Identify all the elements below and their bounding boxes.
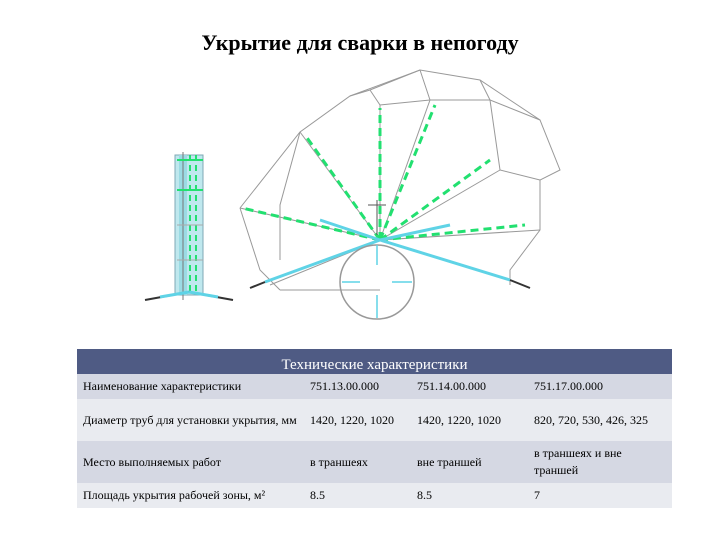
table-cell: 1420, 1220, 1020 xyxy=(411,399,528,441)
front-view xyxy=(240,70,560,319)
table-cell: 751.13.00.000 xyxy=(304,374,411,399)
table-row xyxy=(77,374,672,399)
table-cell: Место выполняемых работ xyxy=(77,441,304,483)
table-cell: вне траншей xyxy=(411,441,528,483)
table-cell: в траншеях и вне траншей xyxy=(528,441,672,483)
table-cell: 751.17.00.000 xyxy=(528,374,672,399)
table-cell: 751.14.00.000 xyxy=(411,374,528,399)
page-title: Укрытие для сварки в непогоду xyxy=(201,30,519,55)
table-cell: Площадь укрытия рабочей зоны, м² xyxy=(77,483,304,508)
table-heading: Технические характеристики xyxy=(77,349,672,374)
table-cell: 820, 720, 530, 426, 325 xyxy=(528,399,672,441)
table-cell: 7 xyxy=(528,483,672,508)
table-row xyxy=(77,399,672,441)
table-cell: в траншеях xyxy=(304,441,411,483)
shelter-drawing xyxy=(130,60,590,340)
table-cell: Наименование характеристики xyxy=(77,374,304,399)
table-row xyxy=(77,483,672,508)
table-cell: Диаметр труб для установки укрытия, мм xyxy=(77,399,304,441)
table-row xyxy=(77,441,672,483)
table-cell: 8.5 xyxy=(411,483,528,508)
table-cell: 8.5 xyxy=(304,483,411,508)
table-cell: 1420, 1220, 1020 xyxy=(304,399,411,441)
side-view xyxy=(145,152,233,300)
specs-table xyxy=(77,349,672,508)
